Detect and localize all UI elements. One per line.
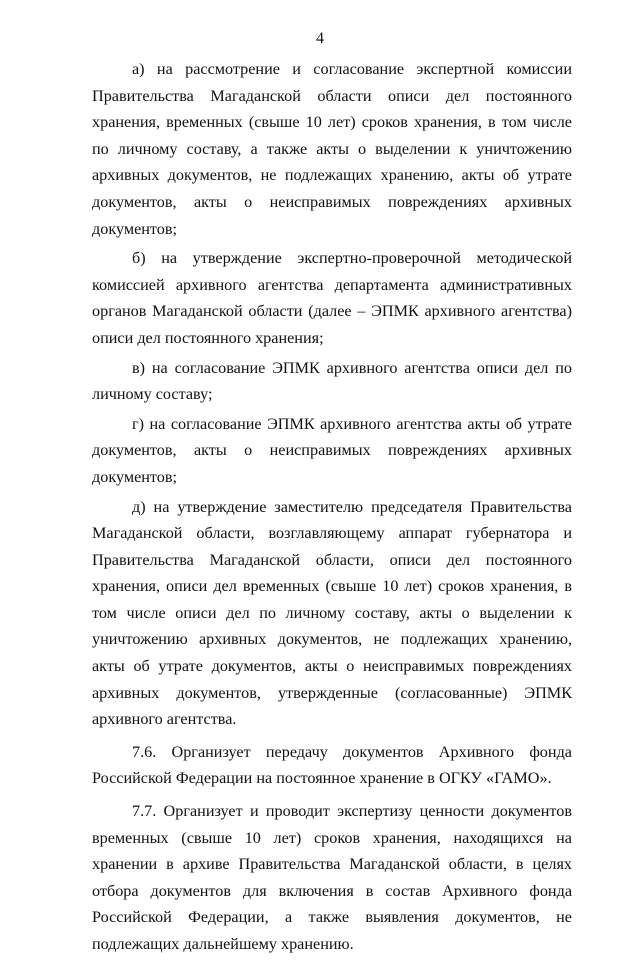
paragraph-item-a: а) на рассмотрение и согласование экспертной комиссии Правительства Магаданской области описи дел постоянного хранения, временных (свыше 10 лет) сроков хранения, в том числе по личному составу, а также акты о выделении к уничтожению архивных документов, не подлежащих хранению, акты об утрате документов, акты о неисправимых повреждениях архивных документов; [92,60,572,238]
paragraph-clause-7-6: 7.6. Организует передачу документов Архивного фонда Российской Федерации на постоянное хранение в ОГКУ «ГАМО». [92,742,572,788]
paragraph-item-d: д) на утверждение заместителю председателя Правительства Магаданской области, возглавляющему аппарат губернатора и Правительства Магаданской области, описи дел постоянного хранения, описи дел временных (свыше 10 лет) сроков хранения, в том числе описи дел по личному составу, акты о выделении к уничтожению архивных документов, не подлежащих хранению, акты об утрате документов, акты о неисправимых повреждениях архивных документов, утвержденные (согласованные) ЭПМК архивного агентства. [92,497,572,729]
paragraph-item-g: г) на согласование ЭПМК архивного агентства акты об утрате документов, акты о неисправимых повреждениях архивных документов; [92,414,572,486]
paragraph-item-b: б) на утверждение экспертно-проверочной методической комиссией архивного агентства департамента административных органов Магаданской области (далее – ЭПМК архивного агентства) описи дел постоянного хранения; [92,249,572,347]
paragraph-item-v: в) на согласование ЭПМК архивного агентства описи дел по личному составу; [92,358,572,404]
document-body [92,56,572,961]
page-number: 4 [316,30,324,47]
paragraph-clause-7-7: 7.7. Организует и проводит экспертизу ценности документов временных (свыше 10 лет) сроков хранения, находящихся на хранении в архиве Правительства Магаданской области, в целях отбора документов для включения в состав Архивного фонда Российской Федерации, а также выявления документов, не подлежащих дальнейшему хранению. [92,802,572,953]
